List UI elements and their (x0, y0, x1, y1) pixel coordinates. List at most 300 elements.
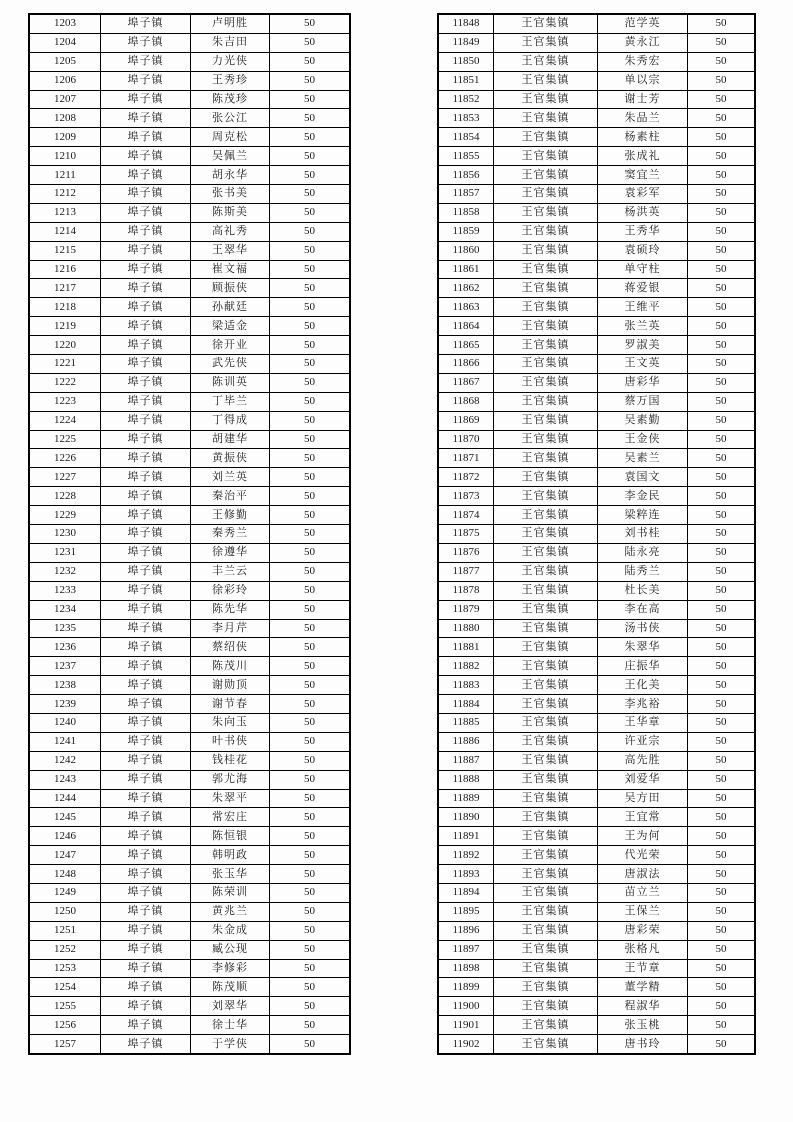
table-row (438, 336, 755, 355)
cell-town: 埠子镇 (101, 657, 191, 676)
cell-id: 11895 (438, 902, 494, 921)
cell-id: 1220 (29, 336, 101, 355)
cell-name: 袁硕玲 (598, 241, 688, 260)
cell-amount: 50 (270, 128, 351, 147)
cell-id: 11864 (438, 317, 494, 336)
cell-town: 王官集镇 (494, 770, 598, 789)
cell-amount: 50 (688, 166, 756, 185)
table-row (438, 808, 755, 827)
cell-amount: 50 (270, 166, 351, 185)
table-row (438, 1035, 755, 1054)
cell-name: 黄永江 (598, 33, 688, 52)
cell-amount: 50 (688, 468, 756, 487)
cell-town: 王官集镇 (494, 430, 598, 449)
cell-amount: 50 (270, 222, 351, 241)
cell-amount: 50 (270, 865, 351, 884)
cell-town: 王官集镇 (494, 751, 598, 770)
cell-amount: 50 (688, 713, 756, 732)
table-row (438, 487, 755, 506)
table-row (438, 921, 755, 940)
cell-amount: 50 (270, 789, 351, 808)
cell-amount: 50 (688, 789, 756, 808)
cell-town: 埠子镇 (101, 336, 191, 355)
cell-id: 1231 (29, 543, 101, 562)
cell-name: 刘翠华 (191, 997, 270, 1016)
cell-amount: 50 (270, 770, 351, 789)
cell-amount: 50 (688, 883, 756, 902)
table-row (438, 959, 755, 978)
cell-id: 11880 (438, 619, 494, 638)
cell-name: 陈茂顺 (191, 978, 270, 997)
cell-id: 1244 (29, 789, 101, 808)
cell-town: 王官集镇 (494, 789, 598, 808)
cell-id: 1203 (29, 14, 101, 33)
table-row (438, 562, 755, 581)
cell-amount: 50 (688, 619, 756, 638)
cell-id: 11860 (438, 241, 494, 260)
cell-town: 王官集镇 (494, 732, 598, 751)
cell-town: 埠子镇 (101, 506, 191, 525)
cell-amount: 50 (688, 260, 756, 279)
table-row (438, 525, 755, 544)
table-row (29, 33, 350, 52)
cell-town: 王官集镇 (494, 902, 598, 921)
cell-id: 11877 (438, 562, 494, 581)
cell-name: 力光侠 (191, 52, 270, 71)
table-row (29, 468, 350, 487)
roster-table-left (28, 13, 351, 1055)
table-row (438, 468, 755, 487)
cell-amount: 50 (270, 997, 351, 1016)
cell-name: 高礼秀 (191, 222, 270, 241)
cell-amount: 50 (688, 865, 756, 884)
cell-town: 王官集镇 (494, 241, 598, 260)
cell-id: 1229 (29, 506, 101, 525)
cell-amount: 50 (270, 525, 351, 544)
cell-id: 1215 (29, 241, 101, 260)
table-row (438, 732, 755, 751)
cell-id: 11870 (438, 430, 494, 449)
cell-id: 1252 (29, 940, 101, 959)
cell-id: 11898 (438, 959, 494, 978)
table-row (29, 222, 350, 241)
table-row (29, 827, 350, 846)
cell-name: 王保兰 (598, 902, 688, 921)
cell-town: 王官集镇 (494, 411, 598, 430)
cell-amount: 50 (688, 109, 756, 128)
table-row (29, 430, 350, 449)
cell-town: 王官集镇 (494, 883, 598, 902)
cell-amount: 50 (688, 128, 756, 147)
cell-name: 刘爱华 (598, 770, 688, 789)
table-row (29, 619, 350, 638)
cell-amount: 50 (688, 430, 756, 449)
table-row (438, 203, 755, 222)
cell-name: 常宏庄 (191, 808, 270, 827)
roster-table-left-body (29, 14, 350, 1054)
cell-amount: 50 (270, 619, 351, 638)
table-row (29, 147, 350, 166)
cell-id: 11859 (438, 222, 494, 241)
cell-amount: 50 (270, 279, 351, 298)
cell-name: 唐淑法 (598, 865, 688, 884)
cell-town: 王官集镇 (494, 203, 598, 222)
cell-amount: 50 (688, 336, 756, 355)
cell-amount: 50 (688, 638, 756, 657)
cell-amount: 50 (688, 449, 756, 468)
table-row (29, 581, 350, 600)
cell-amount: 50 (270, 883, 351, 902)
cell-town: 埠子镇 (101, 619, 191, 638)
cell-name: 朱金成 (191, 921, 270, 940)
cell-id: 1222 (29, 373, 101, 392)
cell-town: 王官集镇 (494, 543, 598, 562)
cell-name: 程淑华 (598, 997, 688, 1016)
cell-town: 王官集镇 (494, 468, 598, 487)
cell-name: 袁国文 (598, 468, 688, 487)
cell-id: 1216 (29, 260, 101, 279)
cell-id: 1207 (29, 90, 101, 109)
cell-town: 埠子镇 (101, 203, 191, 222)
table-row (438, 713, 755, 732)
cell-amount: 50 (270, 959, 351, 978)
table-row (438, 883, 755, 902)
table-row (438, 543, 755, 562)
cell-amount: 50 (270, 260, 351, 279)
cell-name: 张玉华 (191, 865, 270, 884)
cell-name: 王华章 (598, 713, 688, 732)
cell-amount: 50 (688, 600, 756, 619)
cell-town: 埠子镇 (101, 52, 191, 71)
cell-id: 1217 (29, 279, 101, 298)
cell-id: 1257 (29, 1035, 101, 1054)
cell-id: 11876 (438, 543, 494, 562)
cell-id: 1248 (29, 865, 101, 884)
cell-amount: 50 (270, 808, 351, 827)
table-row (438, 997, 755, 1016)
cell-amount: 50 (270, 581, 351, 600)
cell-town: 王官集镇 (494, 222, 598, 241)
cell-id: 11848 (438, 14, 494, 33)
cell-town: 王官集镇 (494, 978, 598, 997)
cell-town: 埠子镇 (101, 808, 191, 827)
table-row (29, 525, 350, 544)
cell-name: 陈先华 (191, 600, 270, 619)
cell-town: 王官集镇 (494, 600, 598, 619)
cell-name: 刘兰英 (191, 468, 270, 487)
cell-id: 11867 (438, 373, 494, 392)
cell-amount: 50 (688, 581, 756, 600)
cell-id: 11883 (438, 676, 494, 695)
cell-town: 埠子镇 (101, 90, 191, 109)
cell-id: 1236 (29, 638, 101, 657)
cell-town: 埠子镇 (101, 166, 191, 185)
cell-town: 埠子镇 (101, 789, 191, 808)
table-row (29, 808, 350, 827)
cell-amount: 50 (270, 978, 351, 997)
cell-name: 钱桂花 (191, 751, 270, 770)
cell-name: 朱向玉 (191, 713, 270, 732)
cell-id: 11875 (438, 525, 494, 544)
cell-amount: 50 (688, 751, 756, 770)
table-row (438, 789, 755, 808)
cell-name: 高先胜 (598, 751, 688, 770)
cell-name: 陈恒银 (191, 827, 270, 846)
cell-amount: 50 (688, 921, 756, 940)
cell-amount: 50 (688, 525, 756, 544)
cell-name: 罗淑美 (598, 336, 688, 355)
table-row (29, 713, 350, 732)
cell-amount: 50 (270, 751, 351, 770)
cell-town: 王官集镇 (494, 355, 598, 374)
cell-id: 1240 (29, 713, 101, 732)
cell-amount: 50 (270, 562, 351, 581)
cell-id: 1251 (29, 921, 101, 940)
cell-name: 崔文福 (191, 260, 270, 279)
cell-id: 1250 (29, 902, 101, 921)
cell-amount: 50 (688, 827, 756, 846)
table-row (29, 14, 350, 33)
cell-amount: 50 (270, 732, 351, 751)
cell-amount: 50 (688, 52, 756, 71)
table-row (438, 902, 755, 921)
table-row (438, 846, 755, 865)
cell-amount: 50 (270, 109, 351, 128)
cell-name: 谢节春 (191, 695, 270, 714)
cell-town: 王官集镇 (494, 713, 598, 732)
cell-town: 王官集镇 (494, 392, 598, 411)
cell-town: 王官集镇 (494, 109, 598, 128)
cell-name: 徐彩玲 (191, 581, 270, 600)
cell-town: 埠子镇 (101, 865, 191, 884)
cell-amount: 50 (688, 676, 756, 695)
roster-table-right (437, 13, 756, 1055)
table-row (438, 600, 755, 619)
table-row (29, 921, 350, 940)
cell-name: 王秀珍 (191, 71, 270, 90)
table-row (438, 581, 755, 600)
cell-name: 袁彩军 (598, 185, 688, 204)
cell-town: 王官集镇 (494, 581, 598, 600)
cell-town: 埠子镇 (101, 430, 191, 449)
cell-id: 11869 (438, 411, 494, 430)
cell-town: 埠子镇 (101, 751, 191, 770)
cell-id: 1206 (29, 71, 101, 90)
cell-name: 代光荣 (598, 846, 688, 865)
cell-amount: 50 (270, 52, 351, 71)
cell-town: 王官集镇 (494, 695, 598, 714)
cell-name: 郭尤海 (191, 770, 270, 789)
table-row (29, 392, 350, 411)
cell-town: 埠子镇 (101, 940, 191, 959)
cell-id: 11857 (438, 185, 494, 204)
cell-town: 王官集镇 (494, 846, 598, 865)
cell-town: 埠子镇 (101, 732, 191, 751)
cell-town: 埠子镇 (101, 978, 191, 997)
table-row (438, 506, 755, 525)
table-row (438, 128, 755, 147)
cell-town: 埠子镇 (101, 695, 191, 714)
cell-id: 11885 (438, 713, 494, 732)
cell-town: 王官集镇 (494, 90, 598, 109)
cell-name: 张公江 (191, 109, 270, 128)
cell-amount: 50 (270, 185, 351, 204)
cell-town: 王官集镇 (494, 1035, 598, 1054)
cell-id: 1238 (29, 676, 101, 695)
cell-town: 埠子镇 (101, 411, 191, 430)
table-row (438, 279, 755, 298)
cell-town: 埠子镇 (101, 355, 191, 374)
cell-id: 11887 (438, 751, 494, 770)
cell-name: 秦治平 (191, 487, 270, 506)
cell-id: 11886 (438, 732, 494, 751)
cell-amount: 50 (688, 487, 756, 506)
cell-name: 王化美 (598, 676, 688, 695)
cell-name: 窦宜兰 (598, 166, 688, 185)
table-row (438, 827, 755, 846)
cell-id: 1247 (29, 846, 101, 865)
cell-name: 胡永华 (191, 166, 270, 185)
cell-name: 陈茂川 (191, 657, 270, 676)
cell-town: 埠子镇 (101, 128, 191, 147)
cell-town: 埠子镇 (101, 147, 191, 166)
cell-name: 徐开业 (191, 336, 270, 355)
roster-table-right-body (438, 14, 755, 1054)
cell-name: 张兰英 (598, 317, 688, 336)
cell-id: 1232 (29, 562, 101, 581)
cell-town: 王官集镇 (494, 14, 598, 33)
cell-amount: 50 (688, 1016, 756, 1035)
table-row (438, 260, 755, 279)
table-row (438, 33, 755, 52)
table-row (29, 865, 350, 884)
cell-id: 11891 (438, 827, 494, 846)
cell-name: 叶书侠 (191, 732, 270, 751)
table-row (29, 1035, 350, 1054)
table-row (29, 52, 350, 71)
table-row (438, 222, 755, 241)
table-row (29, 166, 350, 185)
cell-town: 埠子镇 (101, 902, 191, 921)
cell-amount: 50 (688, 770, 756, 789)
table-row (29, 185, 350, 204)
cell-amount: 50 (270, 676, 351, 695)
cell-name: 杨素柱 (598, 128, 688, 147)
cell-name: 唐彩华 (598, 373, 688, 392)
cell-name: 朱吉田 (191, 33, 270, 52)
cell-name: 汤书侠 (598, 619, 688, 638)
cell-id: 1239 (29, 695, 101, 714)
table-row (29, 562, 350, 581)
table-row (438, 940, 755, 959)
cell-name: 朱翠平 (191, 789, 270, 808)
cell-amount: 50 (270, 241, 351, 260)
cell-id: 11902 (438, 1035, 494, 1054)
cell-town: 埠子镇 (101, 638, 191, 657)
cell-amount: 50 (688, 978, 756, 997)
cell-id: 1208 (29, 109, 101, 128)
cell-amount: 50 (688, 203, 756, 222)
cell-name: 王文英 (598, 355, 688, 374)
cell-town: 王官集镇 (494, 147, 598, 166)
table-row (29, 449, 350, 468)
cell-id: 1254 (29, 978, 101, 997)
cell-amount: 50 (270, 902, 351, 921)
table-row (438, 147, 755, 166)
cell-town: 埠子镇 (101, 959, 191, 978)
cell-amount: 50 (688, 90, 756, 109)
cell-town: 埠子镇 (101, 581, 191, 600)
cell-name: 秦秀兰 (191, 525, 270, 544)
cell-town: 埠子镇 (101, 373, 191, 392)
cell-id: 1235 (29, 619, 101, 638)
cell-name: 吴方田 (598, 789, 688, 808)
cell-town: 埠子镇 (101, 392, 191, 411)
table-row (438, 52, 755, 71)
cell-name: 蔡绍侠 (191, 638, 270, 657)
table-row (29, 657, 350, 676)
cell-town: 王官集镇 (494, 317, 598, 336)
cell-amount: 50 (270, 1035, 351, 1054)
cell-id: 11873 (438, 487, 494, 506)
cell-name: 张成礼 (598, 147, 688, 166)
cell-amount: 50 (270, 392, 351, 411)
cell-town: 埠子镇 (101, 222, 191, 241)
cell-amount: 50 (688, 543, 756, 562)
cell-town: 王官集镇 (494, 657, 598, 676)
table-row (29, 487, 350, 506)
cell-id: 1226 (29, 449, 101, 468)
cell-name: 黄兆兰 (191, 902, 270, 921)
cell-id: 1245 (29, 808, 101, 827)
cell-amount: 50 (270, 317, 351, 336)
table-row (29, 676, 350, 695)
table-row (29, 203, 350, 222)
table-row (438, 449, 755, 468)
cell-amount: 50 (688, 846, 756, 865)
cell-amount: 50 (270, 298, 351, 317)
cell-id: 1204 (29, 33, 101, 52)
cell-id: 11899 (438, 978, 494, 997)
cell-town: 王官集镇 (494, 940, 598, 959)
cell-id: 1227 (29, 468, 101, 487)
table-row (438, 241, 755, 260)
cell-name: 朱秀宏 (598, 52, 688, 71)
cell-id: 1224 (29, 411, 101, 430)
cell-name: 苗立兰 (598, 883, 688, 902)
cell-name: 张玉桃 (598, 1016, 688, 1035)
cell-name: 李在高 (598, 600, 688, 619)
cell-amount: 50 (270, 355, 351, 374)
cell-town: 王官集镇 (494, 336, 598, 355)
cell-amount: 50 (270, 1016, 351, 1035)
cell-id: 11896 (438, 921, 494, 940)
cell-id: 1255 (29, 997, 101, 1016)
table-row (438, 392, 755, 411)
cell-id: 11858 (438, 203, 494, 222)
cell-amount: 50 (688, 298, 756, 317)
cell-id: 11894 (438, 883, 494, 902)
cell-id: 1249 (29, 883, 101, 902)
cell-town: 王官集镇 (494, 373, 598, 392)
cell-id: 1241 (29, 732, 101, 751)
cell-name: 单以宗 (598, 71, 688, 90)
cell-amount: 50 (270, 487, 351, 506)
table-row (438, 1016, 755, 1035)
cell-amount: 50 (270, 411, 351, 430)
cell-name: 王翠华 (191, 241, 270, 260)
table-row (29, 751, 350, 770)
